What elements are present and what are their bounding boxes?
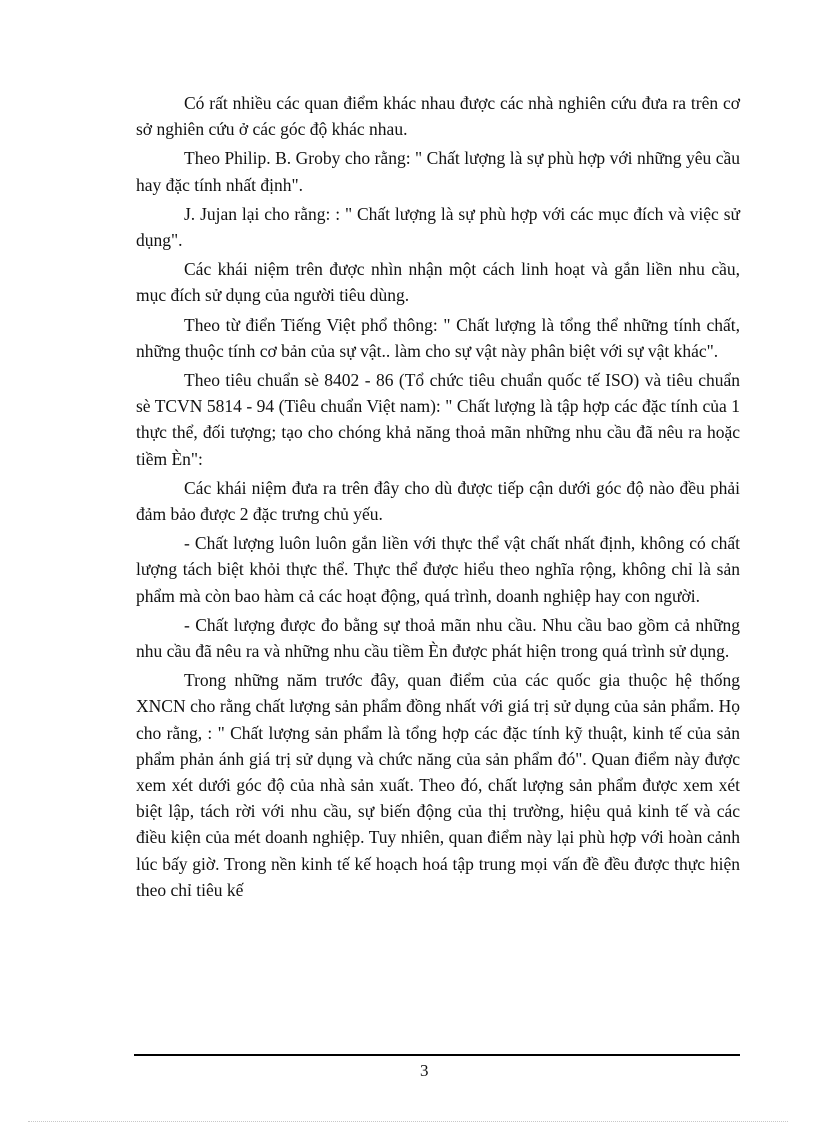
paragraph: Các khái niệm trên được nhìn nhận một cách linh hoạt và gắn liền nhu cầu, mục đích sử dụng của người tiêu dùng.: [136, 259, 740, 306]
paragraph: - Chất lượng luôn luôn gắn liền với thực thể vật chất nhất định, không có chất lượng tách biệt khỏi thực thể. Thực thể được hiểu theo nghĩa rộng, không chỉ là sản phẩm mà còn bao hàm cả các hoạt động, quá trình, doanh nghiệp hay con người.: [136, 533, 740, 606]
paragraph: J. Jujan lại cho rằng: : " Chất lượng là sự phù hợp với các mục đích và việc sử dụng".: [136, 203, 740, 251]
paragraph: Theo từ điển Tiếng Việt phổ thông: " Chất lượng là tổng thể những tính chất, những thuộc tính cơ bản của sự vật.. làm cho sự vật này phân biệt với sự vật khác".: [136, 314, 740, 361]
footer-rule: [134, 1054, 740, 1056]
paragraph: Có rất nhiều các quan điểm khác nhau được các nhà nghiên cứu đưa ra trên cơ sở nghiên cứu ở các góc độ khác nhau.: [136, 93, 740, 140]
page-bottom-dotted-border: [28, 1121, 788, 1122]
document-body: [136, 90, 740, 906]
paragraph: Các khái niệm đưa ra trên đây cho dù được tiếp cận dưới góc độ nào đều phải đảm bảo được 2 đặc trưng chủ yếu.: [136, 477, 740, 525]
page-number: 3: [420, 1061, 429, 1080]
paragraph: Trong những năm trước đây, quan điểm của các quốc gia thuộc hệ thống XNCN cho rằng chất lượng sản phẩm đồng nhất với giá trị sử dụng của sản phẩm. Họ cho rằng, : " Chất lượng sản phẩm là tổng hợp các đặc tính kỹ thuật, kinh tế của sản phẩm phản ánh giá trị sử dụng và chức năng của sản phẩm đó". Quan điểm này được xem xét dưới góc độ của nhà sản xuất. Theo đó, chất lượng sản phẩm được xem xét biệt lập, tách rời với nhu cầu, sự biến động của thị trường, hiệu quả kinh tế và các điều kiện của mét doanh nghiệp. Tuy nhiên, quan điểm này lại phù hợp với hoàn cảnh lúc bấy giờ. Trong nền kinh tế kế hoạch hoá tập trung mọi vấn đề đều được thực hiện theo chỉ tiêu kế: [136, 670, 740, 900]
paragraph: Theo Philip. B. Groby cho rằng: " Chất lượng là sự phù hợp với những yêu cầu hay đặc tính nhất định".: [136, 148, 740, 195]
paragraph: - Chất lượng được đo bằng sự thoả mãn nhu cầu. Nhu cầu bao gồm cả những nhu cầu đã nêu ra và những nhu cầu tiềm Èn được phát hiện trong quá trình sử dụng.: [136, 614, 740, 662]
paragraph: Theo tiêu chuẩn sè 8402 - 86 (Tổ chức tiêu chuẩn quốc tế ISO) và tiêu chuẩn sè TCVN 5814 - 94 (Tiêu chuẩn Việt nam): " Chất lượng là tập hợp các đặc tính của 1 thực thể, đối tượng; tạo cho chóng khả năng thoả mãn những nhu cầu đã nêu ra hoặc tiềm Èn":: [136, 370, 740, 469]
